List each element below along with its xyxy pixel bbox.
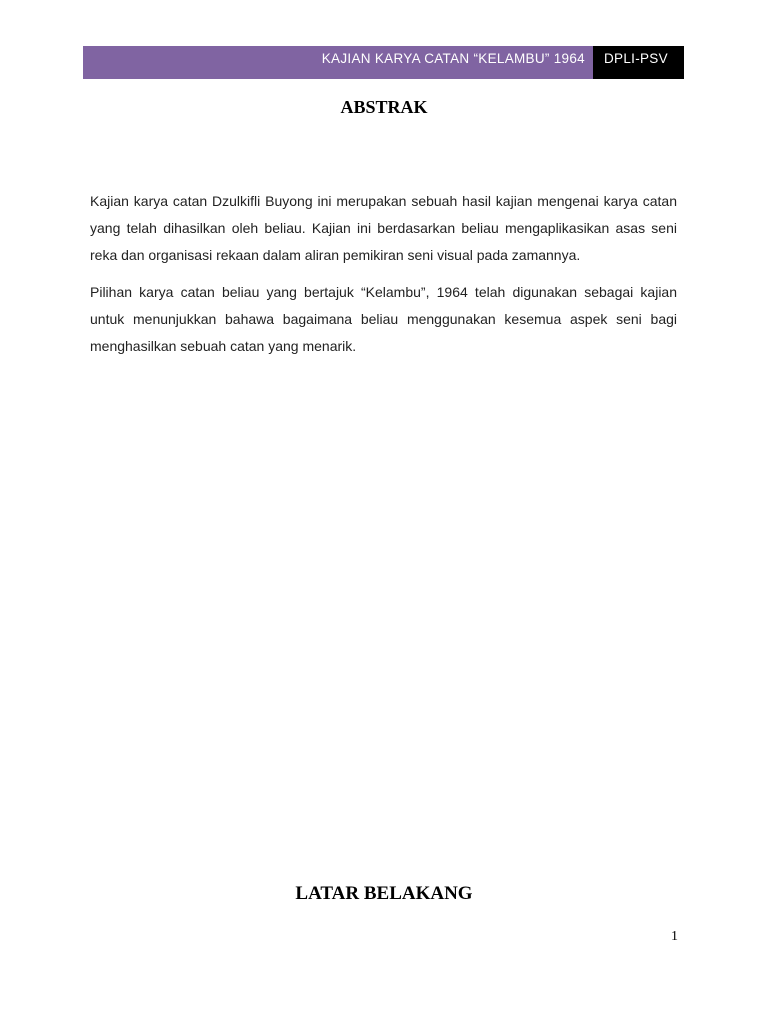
page-header xyxy=(83,46,684,79)
page-number: 1 xyxy=(671,929,678,944)
header-title: KAJIAN KARYA CATAN “KELAMBU” 1964 xyxy=(83,46,593,79)
abstract-paragraph: Pilihan karya catan beliau yang bertajuk “Kelambu”, 1964 telah digunakan sebagai kajian untuk menunjukkan bahawa bagaimana beliau menggunakan kesemua aspek seni bagi menghasilkan sebuah catan yang menarik. xyxy=(90,284,677,354)
abstract-paragraph: Kajian karya catan Dzulkifli Buyong ini merupakan sebuah hasil kajian mengenai karya catan yang telah dihasilkan oleh beliau. Kajian ini berdasarkan beliau mengaplikasikan asas seni reka dan organisasi rekaan dalam aliran pemikiran seni visual pada zamannya. xyxy=(90,193,677,263)
background-heading: LATAR BELAKANG xyxy=(295,883,473,904)
abstract-body xyxy=(90,188,677,370)
header-course-code: DPLI-PSV xyxy=(593,46,684,79)
abstract-heading: ABSTRAK xyxy=(340,97,428,117)
